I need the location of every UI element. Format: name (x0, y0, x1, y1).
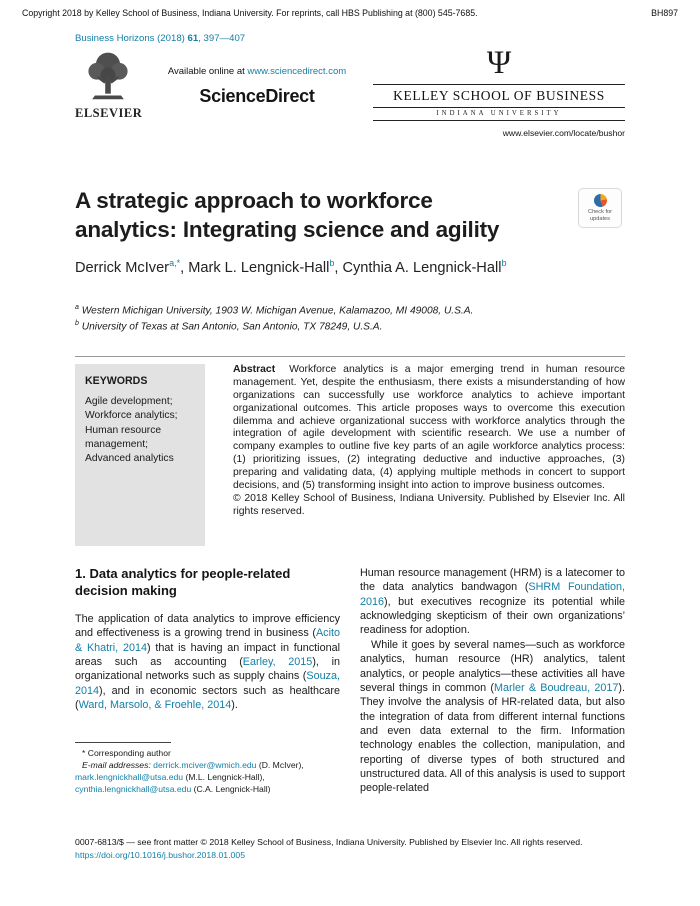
available-online-line (141, 66, 373, 77)
affiliation-line (75, 319, 615, 335)
email-link[interactable]: derrick.mciver@wmich.edu (153, 760, 257, 771)
sciencedirect-url-link[interactable]: www.sciencedirect.com (247, 66, 347, 77)
body-paragraph (360, 638, 625, 796)
check-for-updates-badge[interactable] (578, 188, 622, 228)
author-separator: , (180, 259, 189, 276)
author-affiliation-marker[interactable]: b (329, 258, 335, 268)
sciencedirect-wordmark: ScienceDirect (199, 86, 315, 106)
citation-link[interactable]: SHRM Foundation, 2016 (360, 581, 625, 608)
masthead (75, 47, 625, 138)
article-title-line2: analytics: Integrating science and agility (75, 217, 500, 243)
affiliation-line (75, 303, 615, 319)
doi-link[interactable]: https://doi.org/10.1016/j.bushor.2018.01.005 (75, 850, 246, 861)
email-owner: (C.A. Lengnick-Hall) (191, 784, 271, 795)
email-link[interactable]: cynthia.lengnickhall@utsa.edu (75, 784, 192, 795)
keyword-item: Advanced analytics (85, 453, 174, 465)
journal-homepage-url[interactable]: www.elsevier.com/locate/bushor (502, 128, 625, 138)
left-column (75, 566, 340, 796)
body-columns (75, 566, 625, 796)
right-column (360, 566, 625, 796)
body-text: ). (231, 698, 238, 711)
footnote-block (75, 742, 340, 795)
front-matter-line: 0007-6813/$ — see front matter © 2018 Kelley School of Business, Indiana University. Published by Elsevier Inc. All rights reserved. (75, 837, 583, 847)
elsevier-wordmark: ELSEVIER (75, 106, 143, 120)
keywords-box (75, 364, 205, 546)
body-text: ). They involve the analysis of HR-related data, but also the integration of data from different internal functions and even data external to the firm. Information technology enables the collection, manipulation, and reporting of diverse types of both structured and unstructured data. All of this analysis is used to support people-related (360, 681, 626, 795)
author-name: Derrick McIver (75, 259, 170, 276)
author-affiliation-marker[interactable]: b (501, 258, 507, 268)
reprint-copyright-line: Copyright 2018 by Kelley School of Business, Indiana University. For reprints, call HBS Publishing at (800) 545-7685. (22, 8, 478, 18)
author-separator: , (334, 259, 343, 276)
journal-ref-title: Business Horizons (2018) (75, 33, 188, 44)
affiliation-marker: b (75, 319, 79, 327)
email-label: E-mail addresses: (82, 760, 154, 771)
citation-link[interactable]: Earley, 2015 (242, 655, 313, 668)
citation-link[interactable]: Acito & Khatri, 2014 (75, 627, 340, 654)
author-name: Mark L. Lengnick-Hall (188, 259, 330, 276)
elsevier-logo-block (75, 47, 141, 138)
email-owner: (M.L. Lengnick-Hall), (183, 772, 265, 783)
affiliations (75, 303, 615, 334)
kelley-logo-block (373, 47, 625, 138)
body-paragraph (360, 566, 625, 638)
check-for-updates-label: Check for updates (588, 208, 612, 222)
journal-ref-volume: 61 (187, 33, 199, 44)
body-text: ) that is having an impact in functional areas such as accounting ( (75, 641, 340, 668)
abstract-label: Abstract (233, 364, 276, 375)
section-1-heading: 1. Data analytics for people-related decision making (75, 566, 291, 598)
citation-link[interactable]: Souza, 2014 (75, 670, 340, 697)
body-text: The application of data analytics to improve efficiency and effectiveness is a growing trend in business ( (75, 612, 340, 640)
affiliation-text: Western Michigan University, 1903 W. Michigan Avenue, Kalamazoo, MI 49008, U.S.A. (78, 305, 474, 317)
body-text: ), in organizational networks such as supply chains ( (75, 655, 340, 683)
keyword-item: Human resource management; (85, 424, 162, 451)
keyword-item: Workforce analytics; (85, 410, 178, 422)
body-text: ), but executives recognize its potential while acknowledging skepticism of their own organizations’ readiness for adoption. (360, 595, 625, 637)
journal-ref-pages: , 397—407 (198, 33, 246, 44)
body-text: ), and in economic sectors such as healthcare ( (75, 684, 340, 711)
author-line (75, 258, 615, 276)
body-text: Human resource management (HRM) is a latecomer to the data analytics bandwagon ( (360, 567, 625, 594)
available-online-text: Available online at (167, 66, 248, 77)
abstract-paragraph (233, 364, 625, 493)
citation-link[interactable]: Marler & Boudreau, 2017 (494, 681, 619, 694)
affiliation-marker: a (75, 304, 79, 311)
author-affiliation-marker[interactable]: a,* (169, 258, 181, 268)
top-strip (22, 8, 678, 18)
keywords-heading: KEYWORDS (85, 375, 148, 387)
corresponding-author-note: * Corresponding author (82, 748, 171, 759)
footnote-rule (75, 742, 171, 743)
email-link[interactable]: mark.lengnickhall@utsa.edu (75, 772, 184, 783)
body-text: While it goes by several names—such as workforce analytics, human resource (HR) analytics, talent analytics, or people analytics—these activities all have several things in common ( (360, 638, 625, 694)
keyword-item: Agile development; (85, 395, 173, 407)
abstract-divider-rule (75, 356, 625, 357)
sciencedirect-block (141, 47, 373, 138)
body-paragraph (75, 612, 340, 713)
journal-reference-link[interactable] (75, 33, 245, 44)
author-name: Cynthia A. Lengnick-Hall (342, 259, 502, 276)
citation-link[interactable]: Ward, Marsolo, & Froehle, 2014 (78, 698, 232, 711)
document-code: BH897 (651, 8, 678, 18)
elsevier-tree-icon (75, 47, 141, 103)
kelley-school-wordmark: KELLEY SCHOOL OF BUSINESS (373, 84, 625, 108)
indiana-university-wordmark: INDIANA UNIVERSITY (373, 108, 625, 121)
email-owner: (D. McIver), (256, 760, 304, 771)
email-addresses-note (75, 759, 340, 795)
abstract-copyright: © 2018 Kelley School of Business, Indiana University. Published by Elsevier Inc. All rights reserved. (233, 492, 625, 517)
article-title-line1: A strategic approach to workforce (75, 188, 433, 213)
abstract-block (233, 364, 625, 519)
iu-trident-icon: Ψ (486, 45, 512, 81)
crossmark-icon (594, 194, 607, 207)
affiliation-text: University of Texas at San Antonio, San Antonio, TX 78249, U.S.A. (78, 321, 383, 333)
page-footer (75, 836, 625, 863)
article-title (75, 186, 555, 245)
abstract-text: Workforce analytics is a major emerging trend in human resource management. Yet, despite the enthusiasm, there exists a misunderstanding of how organizations can successfully use workforce analytics to achieve important organizational outcomes. This article proposes ways to overcome this execution dilemma and achieve organizational success with workforce analytics through the integration of agile development with scientific research. We use a number of company examples to outline five key parts of an agile workforce analytics process: (1) prioritizing issues, (2) integrating deductive and inductive approaches, (3) preparing and validating data, (4) applying multiple methods in concert to support decisions, and (5) transforming insight into action to improve business outcomes. (233, 364, 625, 492)
